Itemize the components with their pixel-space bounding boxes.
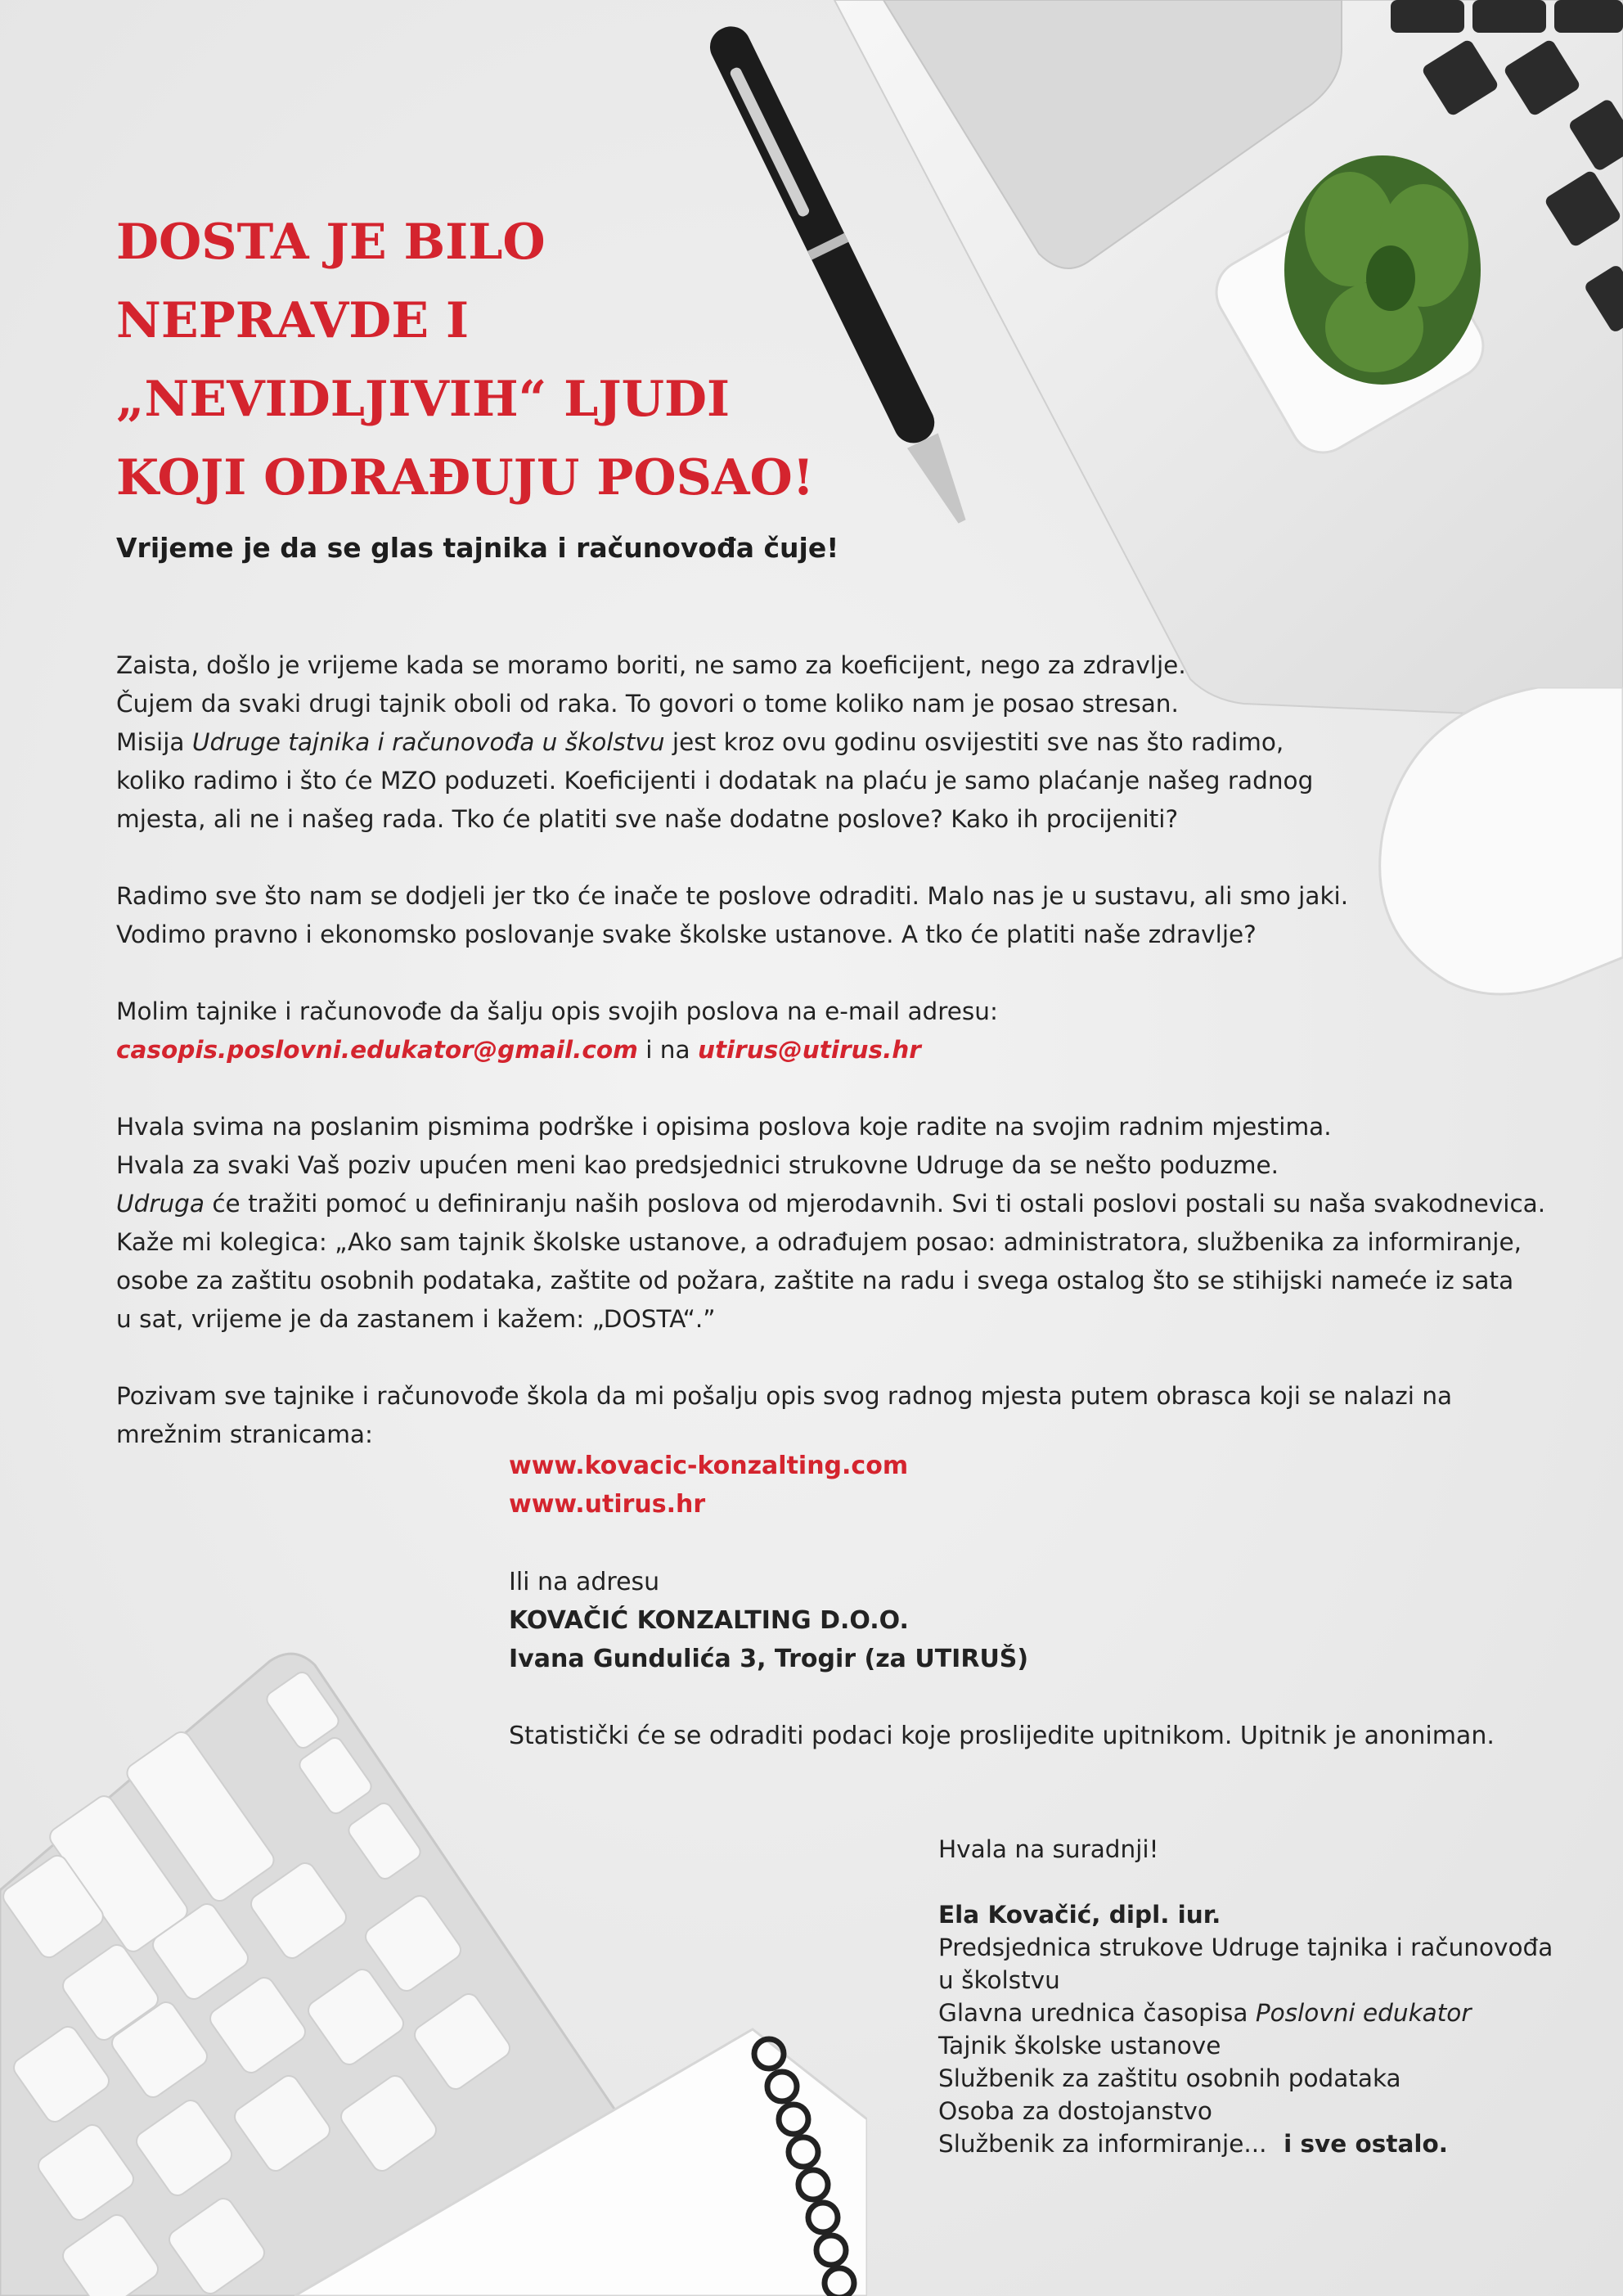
- headline-line: KOJI ODRAĐUJU POSAO!: [116, 449, 815, 506]
- text-line: Čujem da svaki drugi tajnik oboli od raka. To govori o tome koliko nam je posao stresan.: [116, 690, 1179, 718]
- headline-line: „NEVIDLJIVIH“ LJUDI: [116, 371, 731, 428]
- association-name: Udruge tajnika i računovođa u školstvu: [191, 728, 665, 756]
- text-line: Pozivam sve tajnike i računovođe škola da mi pošalju opis svog radnog mjesta putem obrasca koji se nalazi na: [116, 1382, 1453, 1410]
- text-line: koliko radimo i što će MZO poduzeti. Koeficijenti i dodatak na plaću je samo plaćanje našeg radnog: [116, 767, 1314, 795]
- text-segment: će tražiti pomoć u definiranju naših poslova od mjerodavnih. Svi ti ostali poslovi postali su naša svakodnevica.: [204, 1190, 1546, 1218]
- thanks-line: Hvala na suradnji!: [938, 1835, 1159, 1863]
- magazine-name: Poslovni edukator: [1255, 1999, 1472, 2027]
- company-name: KOVAČIĆ KONZALTING D.O.O.: [509, 1606, 909, 1635]
- text-segment: Glavna urednica časopisa: [938, 1999, 1256, 2027]
- signer-role: Osoba za dostojanstvo: [938, 2097, 1212, 2125]
- text-line: Kaže mi kolegica: „Ako sam tajnik školske ustanove, a odrađujem posao: administratora, službenika za informiranje,: [116, 1228, 1522, 1256]
- signer-role: u školstvu: [938, 1966, 1060, 1994]
- text-line: mjesta, ali ne i našeg rada. Tko će platiti sve naše dodatne poslove? Kako ih procijeniti?: [116, 805, 1179, 833]
- email-link-casopis[interactable]: casopis.poslovni.edukator@gmail.com: [116, 1036, 638, 1064]
- signer-role: Službenik za zaštitu osobnih podataka: [938, 2064, 1401, 2092]
- headline-line: DOSTA JE BILO: [116, 214, 546, 271]
- signer-role: Tajnik školske ustanove: [938, 2032, 1221, 2060]
- street-address: Ivana Gundulića 3, Trogir (za UTIRUŠ): [509, 1645, 1029, 1673]
- notepad-image: [294, 2021, 867, 2296]
- text-line: Vodimo pravno i ekonomsko poslovanje svake školske ustanove. A tko će platiti naše zdravlje?: [116, 921, 1257, 948]
- text-line: [116, 1185, 1546, 1223]
- signer-role: Predsjednica strukove Udruge tajnika i računovođa: [938, 1934, 1553, 1961]
- text-line: Molim tajnike i računovođe da šalju opis svojih poslova na e-mail adresu:: [116, 997, 998, 1025]
- signer-role: [938, 1997, 1553, 2029]
- website-link-kovacic[interactable]: www.kovacic-konzalting.com: [509, 1452, 909, 1480]
- text-segment: Misija: [116, 728, 192, 756]
- text-line: Hvala za svaki Vaš poziv upućen meni kao predsjednici strukovne Udruge da se nešto poduzme.: [116, 1151, 1279, 1179]
- statistics-note: Statistički će se odraditi podaci koje proslijedite upitnikom. Upitnik je anoniman.: [509, 1722, 1495, 1750]
- text-line: mrežnim stranicama:: [116, 1420, 373, 1448]
- postal-address: [509, 1563, 1028, 1678]
- association-name: Udruga: [116, 1190, 205, 1218]
- email-link-utirus[interactable]: utirus@utirus.hr: [697, 1036, 921, 1064]
- paragraph-work: [116, 877, 1474, 954]
- spacer: [938, 1866, 1553, 1898]
- signature-block: [938, 1833, 1553, 2160]
- text-segment: Službenik za informiranje...: [938, 2130, 1267, 2158]
- headline-line: NEPRAVDE I: [116, 292, 470, 349]
- paragraph-intro: [116, 646, 1474, 839]
- paragraph-email-request: [116, 993, 1474, 1069]
- text-segment: i na: [637, 1036, 698, 1064]
- address-intro: Ili na adresu: [509, 1568, 660, 1596]
- letter-body: [116, 646, 1546, 1492]
- subtitle: Vrijeme je da se glas tajnika i računovođa čuje!: [116, 532, 839, 564]
- paragraph-thanks: [116, 1108, 1546, 1339]
- headline: [116, 203, 852, 517]
- text-segment: jest kroz ovu godinu osvijestiti sve nas što radimo,: [664, 728, 1284, 756]
- signer-role: [938, 2127, 1553, 2160]
- website-links: [509, 1447, 908, 1524]
- signer-name: Ela Kovačić, dipl. iur.: [938, 1901, 1221, 1929]
- text-segment-bold: i sve ostalo.: [1266, 2130, 1448, 2158]
- text-line: [116, 723, 1474, 762]
- text-line: u sat, vrijeme je da zastanem i kažem: „DOSTA“.”: [116, 1305, 716, 1333]
- text-line: Hvala svima na poslanim pismima podrške i opisima poslova koje radite na svojim radnim mjestima.: [116, 1113, 1332, 1141]
- paragraph-invitation: [116, 1377, 1474, 1454]
- text-line: [116, 1031, 1474, 1069]
- text-line: Zaista, došlo je vrijeme kada se moramo boriti, ne samo za koeficijent, nego za zdravlje.: [116, 651, 1186, 679]
- website-link-utirus[interactable]: www.utirus.hr: [509, 1490, 706, 1519]
- text-line: osobe za zaštitu osobnih podataka, zaštite od požara, zaštite na radu i svega ostalog što se stihijski nameće iz sata: [116, 1267, 1514, 1294]
- text-line: Radimo sve što nam se dodjeli jer tko će inače te poslove odraditi. Malo nas je u sustavu, ali smo jaki.: [116, 882, 1349, 910]
